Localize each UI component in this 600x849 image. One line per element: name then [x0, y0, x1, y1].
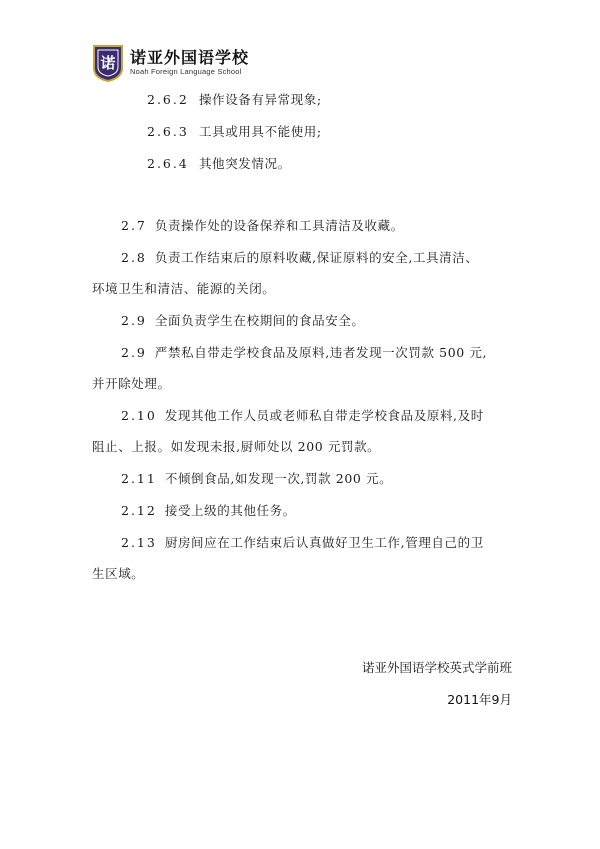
- item-number: 2.8: [121, 250, 147, 265]
- item-2-10: [121, 408, 484, 424]
- item-2-13-continued: 生区域。: [92, 566, 145, 581]
- item-number: 2.11: [121, 471, 157, 486]
- sub-item-number: 2.6.4: [147, 156, 189, 171]
- item-text: 发现其他工作人员或老师私自带走学校食品及原料,及时: [164, 408, 484, 423]
- item-number: 2.13: [121, 535, 157, 550]
- item-2-8: [121, 250, 478, 266]
- school-logo: [92, 42, 249, 84]
- item-number: 2.7: [121, 218, 147, 233]
- school-badge-icon: [92, 44, 124, 82]
- item-text: 厨房间应在工作结束后认真做好卫生工作,管理自己的卫: [164, 535, 484, 550]
- item-number: 2.9: [121, 313, 147, 328]
- item-text: 负责操作处的设备保养和工具清洁及收藏。: [154, 218, 404, 233]
- item-2-9-a: [121, 313, 365, 329]
- item-2-7: [121, 218, 404, 234]
- item-2-9-b-continued: 并开除处理。: [92, 376, 171, 391]
- item-text: 全面负责学生在校期间的食品安全。: [154, 313, 365, 328]
- sub-item-text: 工具或用具不能使用;: [199, 124, 322, 139]
- item-2-12: [121, 503, 296, 519]
- footer-organization: 诺亚外国语学校英式学前班: [361, 660, 512, 675]
- item-text: 负责工作结束后的原料收藏,保证原料的安全,工具清洁、: [154, 250, 479, 265]
- sub-item-number: 2.6.3: [147, 124, 189, 139]
- school-name-en: Noah Foreign Language School: [130, 67, 242, 76]
- item-2-8-continued: 环境卫生和清洁、能源的关闭。: [92, 281, 276, 296]
- item-number: 2.12: [121, 503, 157, 518]
- badge-glyph: 诺: [100, 54, 116, 72]
- school-name-cn: 诺亚外国语学校: [130, 48, 250, 67]
- item-text: 不倾倒食品,如发现一次,罚款 200 元。: [164, 471, 393, 486]
- footer-date: 2011年9月: [447, 692, 512, 707]
- sub-item-text: 操作设备有异常现象;: [199, 92, 322, 107]
- item-2-10-continued: 阻止、上报。如发现未报,厨师处以 200 元罚款。: [92, 439, 381, 454]
- sub-item-number: 2.6.2: [147, 92, 189, 107]
- item-2-13: [121, 535, 484, 551]
- item-number: 2.9: [121, 345, 147, 360]
- item-2-9-b: [121, 345, 487, 361]
- sub-item-2-6-4: [147, 156, 291, 172]
- item-2-11: [121, 471, 392, 487]
- item-number: 2.10: [121, 408, 157, 423]
- sub-item-text: 其他突发情况。: [199, 156, 291, 171]
- sub-item-2-6-3: [147, 124, 322, 140]
- item-text: 接受上级的其他任务。: [164, 503, 296, 518]
- item-text: 严禁私自带走学校食品及原料,违者发现一次罚款 500 元,: [154, 345, 488, 360]
- sub-item-2-6-2: [147, 92, 322, 108]
